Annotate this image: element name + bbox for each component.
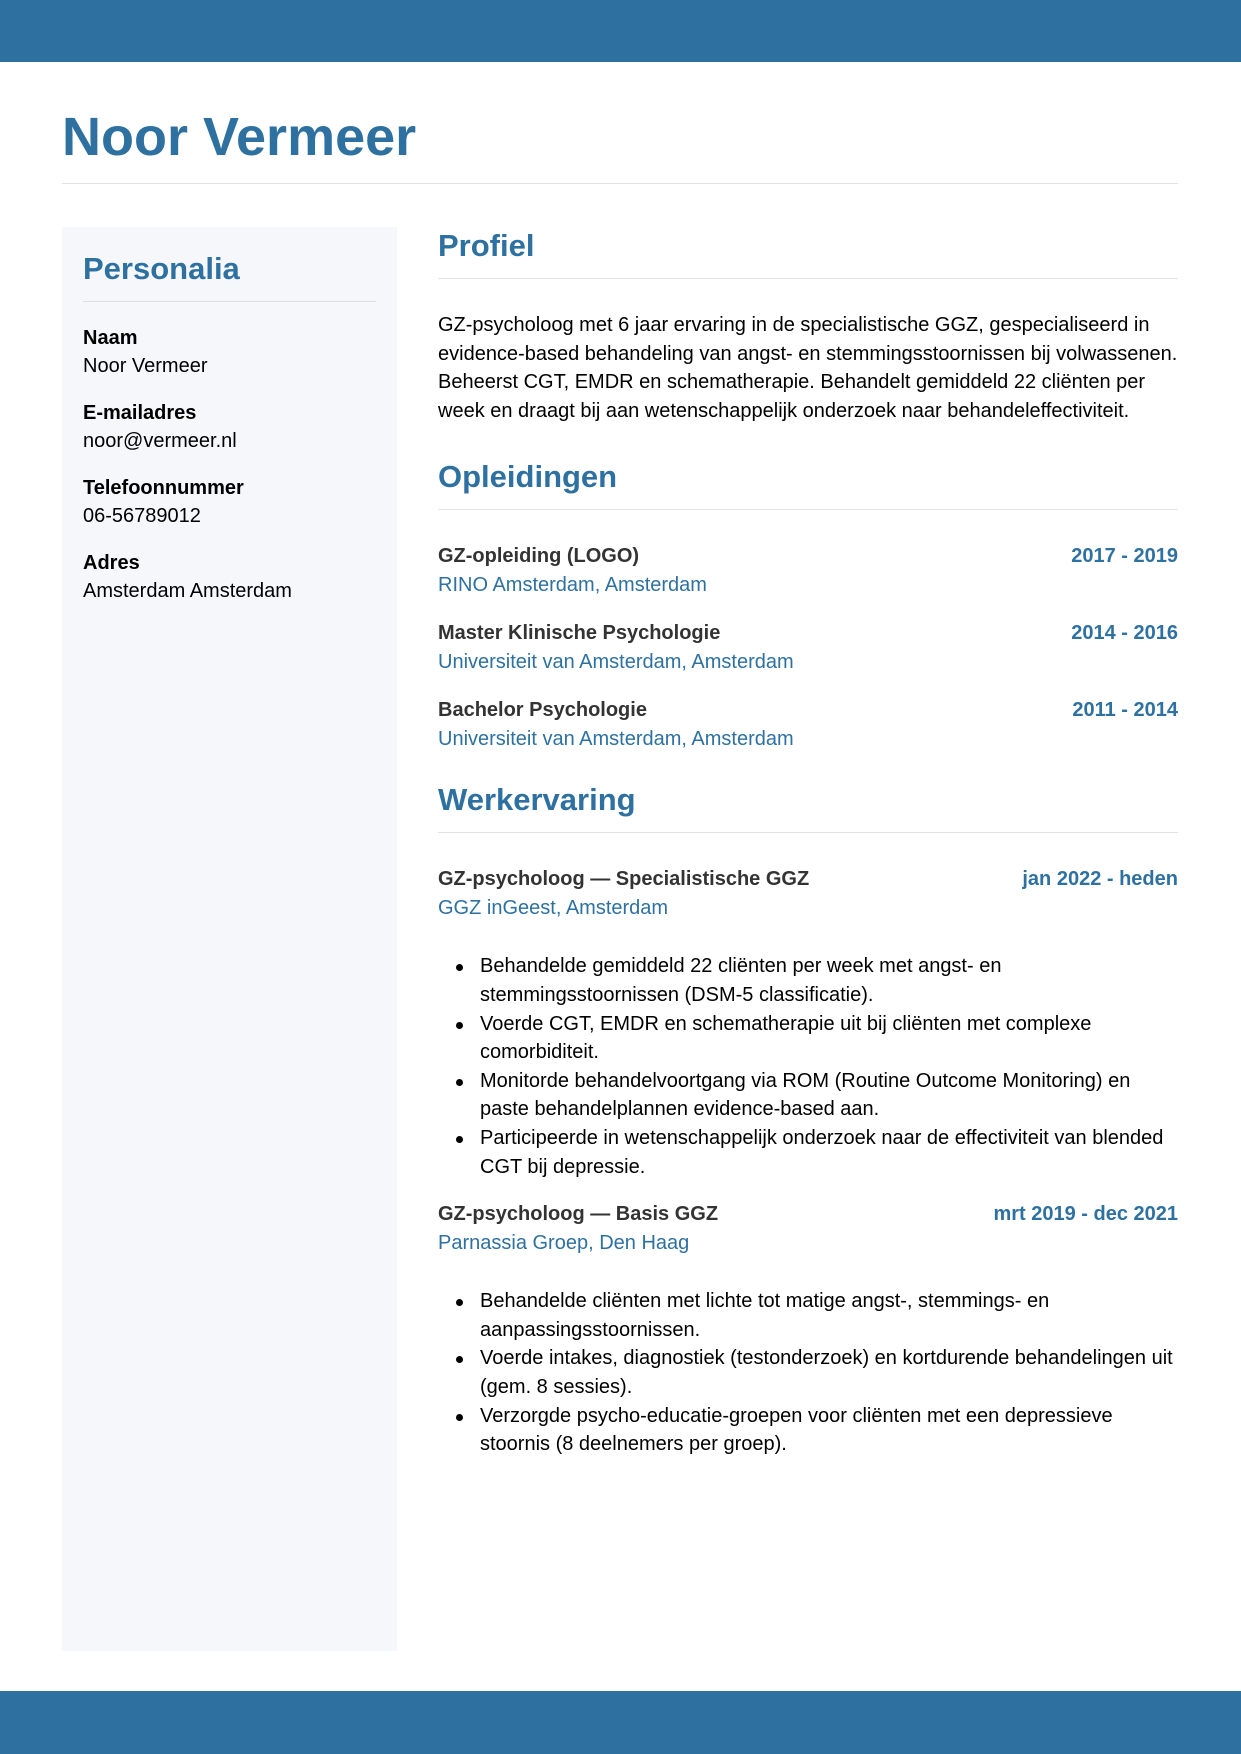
entry-title: GZ-opleiding (LOGO): [438, 545, 640, 568]
list-item: Monitorde behandelvoortgang via ROM (Routine Outcome Monitoring) en paste behandelplannen evidence-based aan.: [438, 1067, 1178, 1124]
entry-title: GZ-psycholoog — Specialistische GGZ: [438, 868, 810, 891]
sidebar-title: Personalia: [83, 251, 240, 286]
education-entry: [438, 696, 1178, 754]
field-label: Telefoonnummer: [83, 477, 244, 499]
section-title-opleidingen: Opleidingen: [438, 459, 618, 495]
entry-place: RINO Amsterdam, Amsterdam: [438, 574, 707, 597]
entry-dates: 2011 - 2014: [1072, 699, 1178, 722]
field-naam: [83, 324, 376, 380]
field-value: Amsterdam Amsterdam: [83, 580, 292, 602]
section-divider: [438, 832, 1178, 833]
entry-title: GZ-psycholoog — Basis GGZ: [438, 1203, 719, 1226]
section-divider: [438, 509, 1178, 510]
field-value: Noor Vermeer: [83, 355, 208, 377]
sidebar-divider: [83, 301, 376, 302]
list-item: Participeerde in wetenschappelijk onderzoek naar de effectiviteit van blended CGT bij depressie.: [438, 1124, 1178, 1181]
entry-dates: 2017 - 2019: [1071, 545, 1178, 568]
entry-dates: mrt 2019 - dec 2021: [993, 1203, 1178, 1226]
entry-title: Bachelor Psychologie: [438, 699, 647, 722]
experience-entry: [438, 1200, 1178, 1459]
entry-dates: 2014 - 2016: [1071, 622, 1178, 645]
field-adres: [83, 549, 376, 605]
experience-section: [438, 780, 1178, 1458]
education-section: [438, 457, 1178, 780]
field-label: Adres: [83, 552, 140, 574]
education-entry: [438, 619, 1178, 677]
entry-dates: jan 2022 - heden: [1022, 868, 1178, 891]
entry-place: GGZ inGeest, Amsterdam: [438, 897, 669, 920]
list-item: Verzorgde psycho-educatie-groepen voor cliënten met een depressieve stoornis (8 deelnemers per groep).: [438, 1402, 1178, 1459]
entry-title: Master Klinische Psychologie: [438, 622, 721, 645]
bottom-accent-bar: [0, 1691, 1241, 1754]
list-item: Behandelde gemiddeld 22 cliënten per week met angst- en stemmingsstoornissen (DSM-5 classificatie).: [438, 952, 1178, 1009]
page-title: Noor Vermeer: [62, 107, 417, 167]
list-item: Behandelde cliënten met lichte tot matige angst-, stemmings- en aanpassingsstoornissen.: [438, 1287, 1178, 1344]
education-entry: [438, 542, 1178, 600]
entry-place: Universiteit van Amsterdam, Amsterdam: [438, 651, 794, 674]
list-item: Voerde CGT, EMDR en schematherapie uit bij cliënten met complexe comorbiditeit.: [438, 1010, 1178, 1067]
responsibility-list: [438, 952, 1178, 1181]
field-label: E-mailadres: [83, 402, 197, 424]
top-accent-bar: [0, 0, 1241, 62]
profile-text: GZ-psycholoog met 6 jaar ervaring in de specialistische GGZ, gespecialiseerd in evidence-based behandeling van angst- en stemmingsstoornissen bij volwassenen. Beheerst CGT, EMDR en schematherapie. Behandelt gemiddeld 22 cliënten per week en draagt bij aan wetenschappelijk onderzoek naar behandeleffectiviteit.: [438, 314, 1178, 422]
section-title-profiel: Profiel: [438, 228, 535, 263]
field-value: 06-56789012: [83, 505, 201, 527]
entry-place: Parnassia Groep, Den Haag: [438, 1232, 690, 1255]
field-label: Naam: [83, 327, 138, 349]
profile-section: [438, 226, 1178, 425]
entry-place: Universiteit van Amsterdam, Amsterdam: [438, 728, 794, 751]
field-email: [83, 399, 376, 455]
experience-entry: [438, 865, 1178, 1181]
main-content: [438, 226, 1178, 1478]
title-divider: [62, 183, 1178, 184]
responsibility-list: [438, 1287, 1178, 1459]
section-title-werkervaring: Werkervaring: [438, 782, 636, 818]
list-item: Voerde intakes, diagnostiek (testonderzoek) en kortdurende behandelingen uit (gem. 8 sessies).: [438, 1344, 1178, 1401]
field-value[interactable]: noor@vermeer.nl: [83, 430, 237, 452]
personalia-sidebar: [62, 227, 397, 1651]
field-telefoon: [83, 474, 376, 530]
section-divider: [438, 278, 1178, 279]
